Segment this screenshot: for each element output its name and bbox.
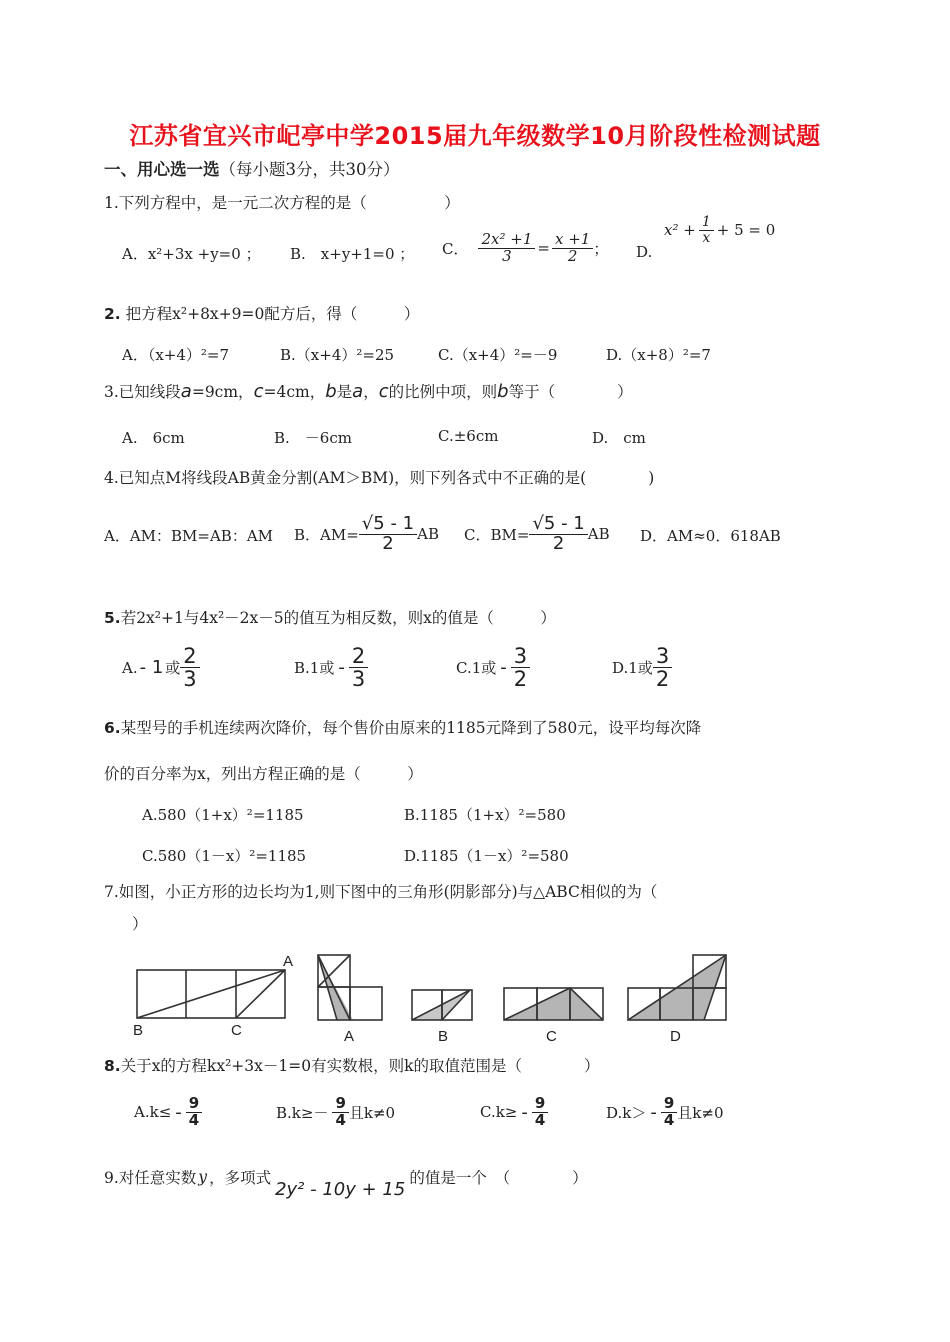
page-title: 江苏省宜兴市屺亭中学2015届九年级数学10月阶段性检测试题 — [129, 122, 821, 150]
q3-option-c: C.±6cm — [438, 427, 499, 445]
q8-c-pre: C.k≥ — [480, 1103, 518, 1122]
q1-d-label: D. — [636, 243, 653, 261]
q5-b-den: 3 — [351, 667, 366, 692]
q6-option-c: C.580（1－x）²=1185 — [142, 847, 307, 865]
q8-b-fraction — [332, 1096, 348, 1129]
figure-label-option-a: A — [344, 1028, 355, 1045]
figure-label-option-c: C — [546, 1028, 557, 1045]
q8-a-fraction — [186, 1096, 202, 1129]
q5-a-mid: 或 — [165, 659, 181, 678]
q8-d-fraction — [661, 1096, 677, 1129]
q4-b-num: √5 - 1 — [359, 515, 417, 535]
q1-d-den: x — [702, 229, 711, 246]
q7-line2: ） — [132, 915, 148, 933]
q3-t1: 3.已知线段 — [104, 383, 181, 401]
q2-number: 2. — [104, 305, 121, 323]
q1-c-num2: x +1 — [552, 232, 593, 249]
q4-b-post: AB — [417, 525, 439, 544]
q6-line2: 价的百分率为x，列出方程正确的是（ ） — [104, 765, 423, 783]
q8-d-den: 4 — [663, 1110, 675, 1129]
q8-b-pre: B.k≥－ — [276, 1103, 329, 1122]
q6-option-b: B.1185（1+x）²=580 — [404, 806, 566, 824]
q1-d-right: + 5 = 0 — [716, 221, 776, 240]
q1-stem: 1.下列方程中，是一元二次方程的是（ ） — [104, 194, 460, 212]
q8-a-sign: - — [175, 1101, 182, 1123]
q5-c-sign: - — [500, 657, 507, 679]
q2-option-c: C.（x+4）²=－9 — [438, 346, 558, 364]
q5-c-den: 2 — [513, 667, 528, 692]
q8-option-a — [134, 1096, 202, 1129]
q8-b-num: 9 — [332, 1096, 348, 1113]
q3-t5: ， — [363, 383, 379, 401]
q8-d-sign: - — [650, 1101, 657, 1123]
q8-a-den: 4 — [188, 1110, 200, 1129]
q3-option-d: D. cm — [592, 429, 646, 447]
q2-option-d: D.（x+8）²=7 — [606, 346, 711, 364]
q8-d-pre: D.k＞ — [606, 1103, 647, 1122]
q5-text: 若2x²+1与4x²－2x－5的值互为相反数，则x的值是（ ） — [120, 609, 556, 627]
q1-c-end: ； — [593, 239, 609, 258]
q1-c-label: C． — [442, 239, 469, 258]
q6-option-d: D.1185（1－x）²=580 — [404, 847, 569, 865]
q1-c-den1: 3 — [502, 246, 512, 265]
figure-option-b — [412, 990, 472, 1020]
figure-label-c-ref: C — [231, 1022, 242, 1039]
q9-t3: 的值是一个 （ ） — [409, 1169, 588, 1187]
q4-option-d: D．AM≈0．618AB — [640, 527, 781, 545]
q4-c-post: AB — [587, 525, 610, 544]
q9-t2: ，多项式 — [209, 1169, 272, 1187]
q1-option-b: B. x+y+1=0 ； — [290, 245, 415, 263]
q3-var-a: a — [180, 380, 192, 402]
q4-c-den: 2 — [552, 532, 565, 554]
q8-a-num: 9 — [186, 1096, 202, 1113]
q8-c-den: 4 — [534, 1110, 546, 1129]
q8-number: 8. — [104, 1057, 121, 1075]
figure-abc-side-ba — [137, 970, 285, 1018]
q4-b-pre: B．AM= — [294, 525, 359, 544]
q5-a-num: 2 — [180, 645, 199, 668]
q3-option-a: A. 6cm — [122, 429, 185, 447]
q5-c-pre: C.1或 — [456, 659, 497, 678]
q3-t4: 是 — [336, 383, 353, 401]
q3-var-a2: a — [352, 380, 364, 402]
q5-c-num: 3 — [511, 645, 530, 668]
q1-c-num1: 2x² +1 — [478, 232, 535, 249]
q3-var-c: c — [253, 380, 264, 402]
q1-c-den2: 2 — [567, 246, 578, 265]
q5-a-val: - 1 — [139, 657, 164, 679]
q4-c-pre: C．BM= — [464, 525, 530, 544]
figure-label-option-b: B — [438, 1028, 449, 1045]
q6-number: 6. — [104, 719, 121, 737]
section-title: 一、用心选一选 — [104, 160, 220, 179]
q8-b-post: 且k≠0 — [348, 1103, 396, 1122]
q9-var-y: y — [198, 1168, 208, 1186]
figure-label-option-d: D — [670, 1028, 681, 1045]
q2-option-b: B.（x+4）²=25 — [280, 346, 395, 364]
q5-b-sign: - — [338, 657, 345, 679]
q8-c-num: 9 — [532, 1096, 548, 1113]
q7-line1: 7.如图，小正方形的边长均为1,则下图中的三角形(阴影部分)与△ABC相似的为（ — [104, 883, 658, 901]
q5-d-num: 3 — [653, 645, 672, 668]
q8-d-num: 9 — [661, 1096, 677, 1113]
q8-stem — [104, 1054, 599, 1076]
q4-stem: 4.已知点M将线段AB黄金分割(AM＞BM)，则下列各式中不正确的是( ) — [104, 469, 655, 487]
q4-b-den: 2 — [382, 532, 394, 554]
q3-t2: =9cm， — [191, 383, 254, 401]
q8-option-d — [606, 1096, 724, 1129]
q6-option-a: A.580（1+x）²=1185 — [142, 806, 304, 824]
q2-option-a: A．（x+4）²=7 — [122, 346, 230, 364]
q4-option-a: A．AM：BM=AB：AM — [104, 527, 274, 545]
q5-d-pre: D.1或 — [612, 659, 653, 678]
q5-a-pre: A. — [122, 658, 138, 677]
q3-t3: =4cm， — [263, 383, 326, 401]
q8-d-post: 且k≠0 — [677, 1103, 724, 1122]
q4-c-num: √5 - 1 — [529, 515, 587, 535]
q3-var-b2: b — [497, 380, 509, 402]
q8-c-fraction — [532, 1096, 548, 1129]
q1-c-equals: = — [537, 239, 550, 258]
q5-number: 5. — [104, 609, 121, 627]
q8-option-c — [480, 1096, 548, 1129]
q8-option-b — [276, 1096, 395, 1129]
q6-text1: 某型号的手机连续两次降价，每个售价由原来的1185元降到了580元，设平均每次降 — [120, 719, 702, 737]
q9-stem — [104, 1166, 588, 1200]
figure-option-d — [628, 955, 726, 1020]
q8-c-sign: - — [521, 1101, 528, 1123]
q1-d-left: x² + — [664, 221, 696, 240]
q8-b-den: 4 — [335, 1110, 346, 1129]
q5-d-den: 2 — [655, 667, 670, 692]
q5-a-den: 3 — [183, 667, 197, 692]
q8-text: 关于x的方程kx²+3x－1=0有实数根，则k的取值范围是（ ） — [120, 1057, 600, 1075]
q3-var-b: b — [325, 380, 337, 402]
q8-a-pre: A.k≤ — [134, 1103, 172, 1122]
q1-option-a: A．x²+3x +y=0 ； — [122, 245, 261, 263]
q3-option-b: B. －6cm — [274, 429, 352, 447]
section-note: （每小题3分，共30分） — [219, 160, 400, 179]
q5-b-num: 2 — [349, 645, 368, 668]
figure-label-b-ref: B — [133, 1022, 144, 1039]
q3-t6: 的比例中项，则 — [388, 383, 498, 401]
q9-t1: 9.对任意实数 — [104, 1169, 197, 1187]
q3-t7: 等于（ ） — [508, 383, 633, 401]
figure-option-a — [318, 955, 382, 1020]
q9-expression: 2y² - 10y + 15 — [275, 1178, 406, 1200]
q1-d-num: 1 — [699, 215, 714, 231]
figure-label-a-ref: A — [283, 953, 294, 970]
q3-var-c2: c — [378, 380, 389, 402]
q2-text: 把方程x²+8x+9=0配方后，得（ ） — [125, 305, 420, 323]
figure-option-c — [504, 988, 604, 1020]
q5-b-pre: B.1或 — [294, 659, 335, 678]
